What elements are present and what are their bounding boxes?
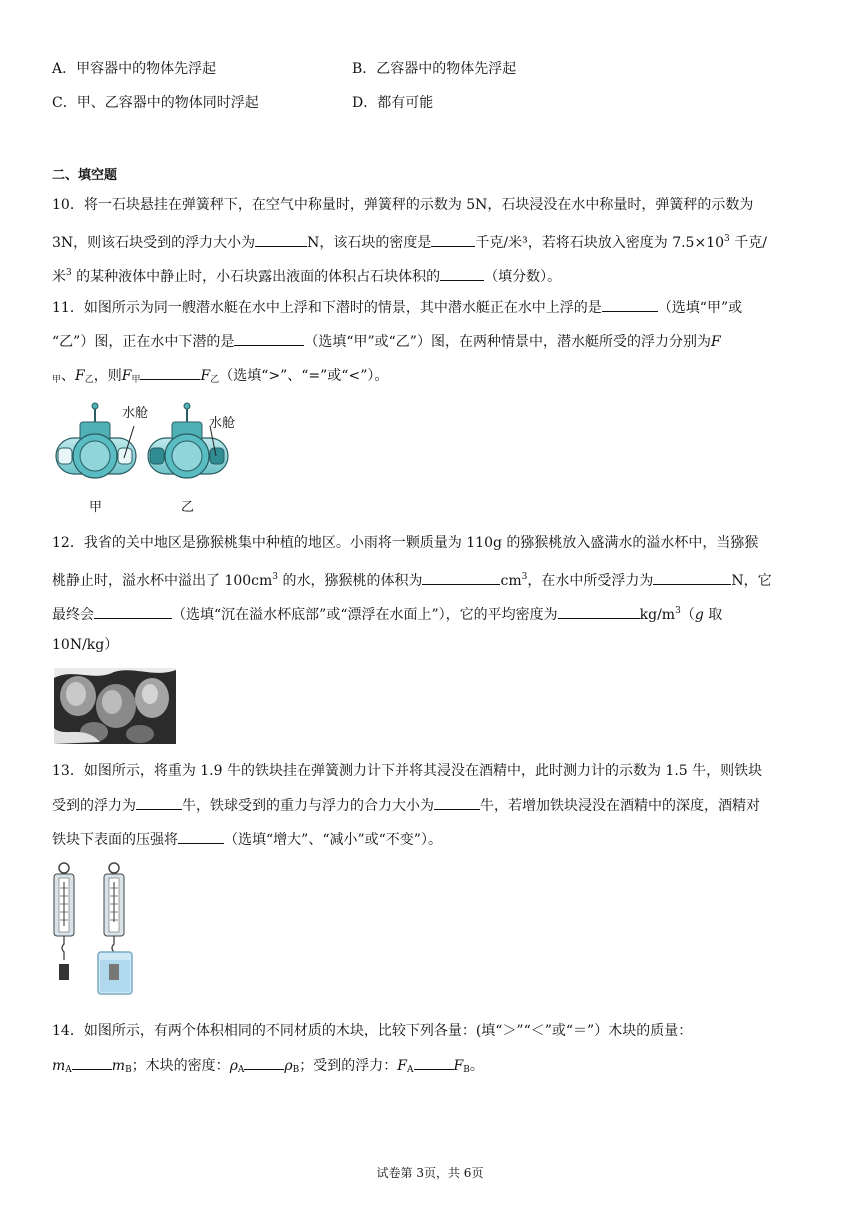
q11-text: 、 <box>61 368 76 384</box>
q10-text: 千克/米³，若将石块放入密度为 7.5×10 <box>475 235 725 251</box>
q14-text: 。 <box>469 1058 484 1074</box>
q12-line1: 12．我省的关中地区是猕猴桃集中种植的地区。小雨将一颗质量为 110g 的猕猴桃放入盛满水的溢水杯中，当猕猴 <box>52 535 759 551</box>
q13-text: （选填“增大”、“减小”或“不变”）。 <box>224 832 442 848</box>
q12-text: cm <box>500 573 522 589</box>
superscript: 3 <box>272 572 279 582</box>
q12-line3 <box>52 601 722 625</box>
q10-text: 米 <box>52 269 66 285</box>
q10-text: 的某种液体中静止时，小石块露出液面的体积占石块体积的 <box>71 269 441 285</box>
q10-line3 <box>52 263 561 287</box>
fig-label-left: 水舱 <box>122 406 149 421</box>
force-symbol: F <box>453 1058 464 1074</box>
q14-line2 <box>52 1055 484 1080</box>
q10-line2 <box>52 229 767 253</box>
density-symbol: ρ <box>229 1058 238 1074</box>
q12-text: 的水，猕猴桃的体积为 <box>278 573 423 589</box>
q12-text: （选填“沉在溢水杯底部”或“漂浮在水面上”），它的平均密度为 <box>172 607 558 623</box>
q13-text: 铁块下表面的压强将 <box>52 832 178 848</box>
kiwi-photo <box>54 668 176 744</box>
q11-line1 <box>52 297 742 318</box>
answer-blank[interactable] <box>178 829 224 844</box>
answer-blank[interactable] <box>255 232 307 247</box>
q13-line2 <box>52 795 760 816</box>
q10-text: 3N，则该石块受到的浮力大小为 <box>52 235 256 251</box>
answer-blank[interactable] <box>234 331 304 346</box>
superscript: 3 <box>724 234 730 244</box>
gravity-symbol: g <box>694 607 704 623</box>
answer-blank[interactable] <box>434 795 480 810</box>
q13-line1: 13．如图所示，将重为 1.9 牛的铁块挂在弹簧测力计下并将其浸没在酒精中，此时测力计的示数为 1.5 牛，则铁块 <box>52 763 763 779</box>
q11-line2 <box>52 331 721 352</box>
q13-text: 受到的浮力为 <box>52 798 136 814</box>
force-symbol: F <box>710 334 721 350</box>
spring-scale-left-icon <box>54 863 74 980</box>
answer-blank[interactable] <box>244 1055 284 1070</box>
fig-caption-left: 甲 <box>89 500 103 515</box>
q14-text: ；受到的浮力： <box>299 1058 398 1074</box>
q10-text: （填分数）。 <box>484 269 562 285</box>
subscript: 甲 <box>131 375 141 385</box>
subscript: B <box>125 1065 132 1075</box>
q13-text: 牛，若增加铁块浸没在酒精中的深度，酒精对 <box>480 798 760 814</box>
section-title: 二、填空题 <box>52 168 118 183</box>
q11-text: （选填“甲”或“乙”）图，在两种情景中，潜水艇所受的浮力分别为 <box>304 334 711 350</box>
q12-text: kg/m <box>639 607 676 623</box>
q12-line2 <box>52 567 772 591</box>
answer-blank[interactable] <box>94 604 172 619</box>
q11-line3 <box>52 365 388 390</box>
answer-blank[interactable] <box>653 570 731 585</box>
spring-scale-right-icon <box>98 863 132 994</box>
force-symbol: F <box>397 1058 407 1074</box>
force-symbol: F <box>121 368 132 384</box>
superscript: 3 <box>66 268 72 278</box>
q10-text: N，该石块的密度是 <box>307 235 432 251</box>
option-d: D．都有可能 <box>352 95 434 111</box>
spring-scale-figure <box>46 860 146 1000</box>
q11-text: （选填“甲”或 <box>657 300 743 316</box>
q12-text: ，在水中所受浮力为 <box>527 573 654 589</box>
q10-text: 千克/ <box>729 235 767 251</box>
subscript: 乙 <box>210 375 220 385</box>
q11-text: 11．如图所示为同一艘潜水艇在水中上浮和下潜时的情景，其中潜水艇正在水中上浮的是 <box>52 300 602 316</box>
subscript: A <box>407 1065 414 1075</box>
subscript: 乙 <box>84 375 94 385</box>
answer-blank[interactable] <box>422 570 500 585</box>
superscript: 3 <box>675 606 681 616</box>
q12-text: 最终会 <box>52 607 94 623</box>
q12-line4: 10N/kg） <box>52 637 119 653</box>
fig-label-right: 水舱 <box>209 416 236 431</box>
answer-blank[interactable] <box>440 266 484 281</box>
q14-text: ；木块的密度： <box>131 1058 230 1074</box>
density-symbol: ρ <box>284 1058 293 1074</box>
subscript: B <box>292 1065 300 1075</box>
q12-text: 取 <box>703 607 723 623</box>
q11-text: （选填“>”、“=”或“<”）。 <box>219 368 389 384</box>
answer-blank[interactable] <box>136 795 182 810</box>
q13-line3 <box>52 829 442 850</box>
answer-blank[interactable] <box>431 232 475 247</box>
q12-text: N，它 <box>731 573 772 589</box>
q12-text: （ <box>680 607 695 623</box>
q13-text: 牛，铁球受到的重力与浮力的合力大小为 <box>182 798 434 814</box>
answer-blank[interactable] <box>140 365 200 380</box>
option-a: A．甲容器中的物体先浮起 <box>52 61 217 77</box>
subscript: B <box>463 1065 470 1075</box>
subscript: A <box>237 1065 245 1075</box>
answer-blank[interactable] <box>414 1055 454 1070</box>
option-b: B．乙容器中的物体先浮起 <box>352 61 517 77</box>
q12-text: 桃静止时，溢水杯中溢出了 100cm <box>52 573 273 589</box>
page-footer: 试卷第 3页，共 6页 <box>376 1166 484 1180</box>
answer-blank[interactable] <box>602 297 658 312</box>
force-symbol: F <box>200 368 211 384</box>
subscript: 甲 <box>52 375 62 385</box>
answer-blank[interactable] <box>558 604 640 619</box>
option-c: C．甲、乙容器中的物体同时浮起 <box>52 95 259 111</box>
fig-caption-right: 乙 <box>181 500 195 515</box>
q11-text: ，则 <box>93 368 122 384</box>
superscript: 3 <box>521 572 528 582</box>
answer-blank[interactable] <box>72 1055 112 1070</box>
mass-symbol: m <box>52 1058 66 1074</box>
q11-text: “乙”）图，正在水中下潜的是 <box>52 334 235 350</box>
q10-line1: 10．将一石块悬挂在弹簧秤下，在空气中称量时，弹簧秤的示数为 5N，石块浸没在水中称量时，弹簧秤的示数为 <box>52 197 754 213</box>
mass-symbol: m <box>111 1058 126 1074</box>
q14-line1: 14．如图所示，有两个体积相同的不同材质的木块，比较下列各量：(填“＞”“＜”或“＝”）木块的质量： <box>52 1023 693 1039</box>
force-symbol: F <box>75 368 85 384</box>
subscript: A <box>65 1065 72 1075</box>
